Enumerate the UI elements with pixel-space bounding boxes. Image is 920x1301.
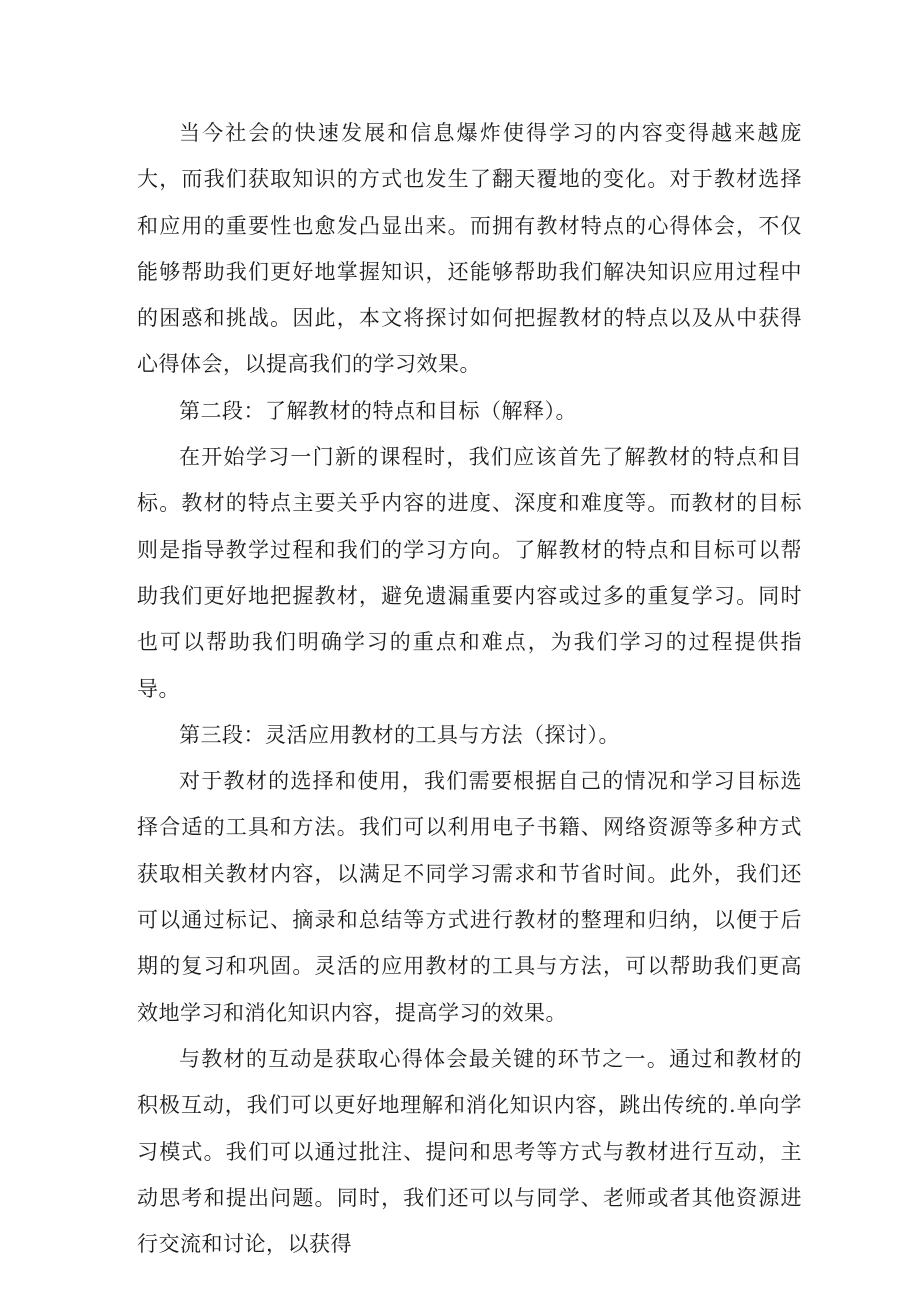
paragraph-interaction: 与教材的互动是获取心得体会最关键的环节之一。通过和教材的积极互动，我们可以更好地理解和消化知识内容，跳出传统的.单向学习模式。我们可以通过批注、提问和思考等方式与教材进行互动，主动思考和提出问题。同时，我们还可以与同学、老师或者其他资源进行交流和讨论，以获得 [137, 1046, 802, 1257]
document-body [137, 110, 802, 1267]
section-heading-2: 第二段：了解教材的特点和目标（解释）。 [179, 398, 577, 423]
paragraph-understand-textbook: 在开始学习一门新的课程时，我们应该首先了解教材的特点和目标。教材的特点主要关乎内容的进度、深度和难度等。而教材的目标则是指导教学过程和我们的学习方向。了解教材的特点和目标可以帮助我们更好地把握教材，避免遗漏重要内容或过多的重复学习。同时也可以帮助我们明确学习的重点和难点，为我们学习的过程提供指导。 [137, 445, 802, 701]
section-heading-3: 第三段：灵活应用教材的工具与方法（探讨）。 [179, 722, 620, 747]
paragraph-intro: 当今社会的快速发展和信息爆炸使得学习的内容变得越来越庞大，而我们获取知识的方式也发生了翻天覆地的变化。对于教材选择和应用的重要性也愈发凸显出来。而拥有教材特点的心得体会，不仅能够帮助我们更好地掌握知识，还能够帮助我们解决知识应用过程中的困惑和挑战。因此，本文将探讨如何把握教材的特点以及从中获得心得体会，以提高我们的学习效果。 [137, 121, 802, 377]
paragraph-tools-methods: 对于教材的选择和使用，我们需要根据自己的情况和学习目标选择合适的工具和方法。我们可以利用电子书籍、网络资源等多种方式获取相关教材内容，以满足不同学习需求和节省时间。此外，我们还可以通过标记、摘录和总结等方式进行教材的整理和归纳，以便于后期的复习和巩固。灵活的应用教材的工具与方法，可以帮助我们更高效地学习和消化知识内容，提高学习的效果。 [137, 769, 802, 1025]
